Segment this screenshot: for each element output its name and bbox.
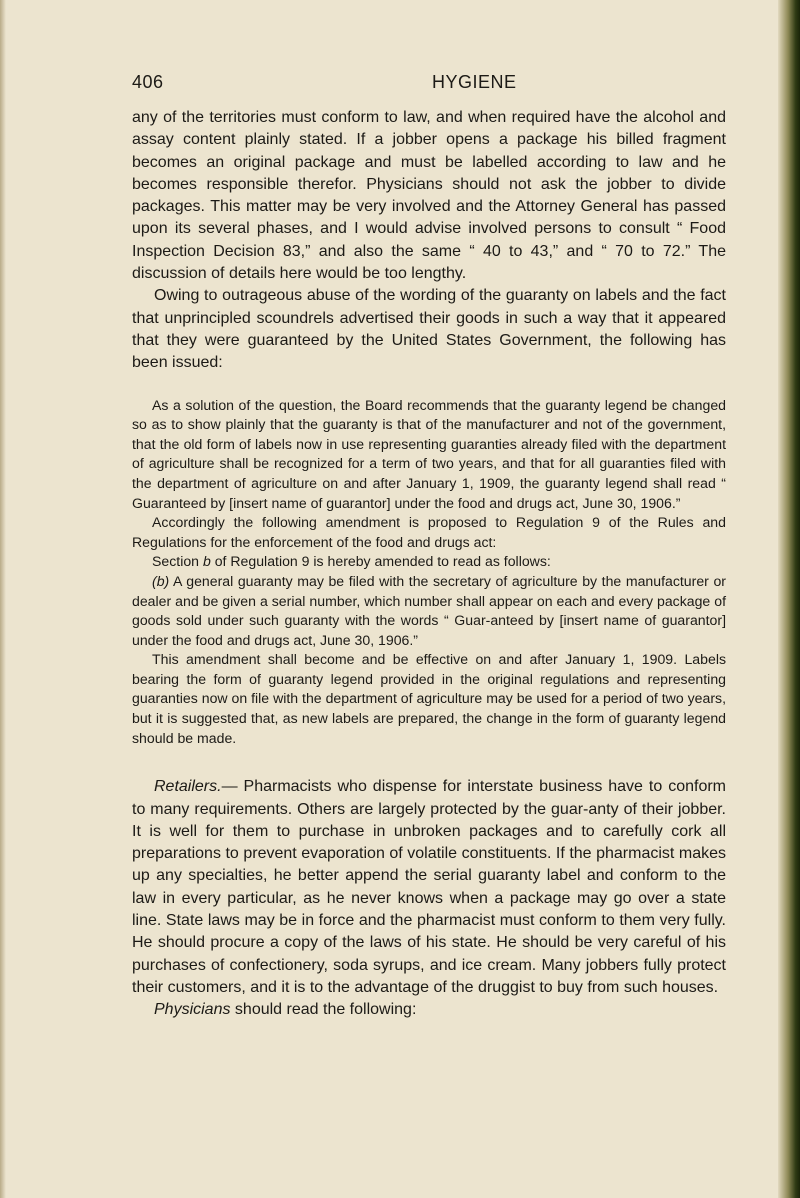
page-header (132, 72, 732, 96)
quote-paragraph-general-guaranty (132, 572, 726, 650)
quoted-regulation (132, 396, 726, 749)
paragraph-physicians (132, 999, 726, 1021)
clause-label: (b) (152, 572, 170, 589)
page-edge-right (778, 0, 800, 1198)
section-suffix: of Regulation 9 is hereby amended to read as follows: (210, 553, 551, 570)
physicians-text: should read the following: (230, 1001, 417, 1019)
page-number: 406 (132, 72, 164, 92)
page-edge-left (0, 0, 6, 1198)
clause-text: A general guaranty may be filed with the secretary of agriculture by the manufacturer or dealer and be given a serial number, which number shall appear on each and every package of goods sold under such guaranty with the words “ Guar-anteed by [insert name of guarantor] under the food and drugs act, June 30, 1906.” (132, 572, 726, 648)
paragraph-territories: any of the territories must conform to law, and when required have the alcohol and assay content plainly stated. If a jobber opens a package his billed fragment becomes an original package and must be labelled according to law and he becomes responsible therefor. Physicians should not ask the jobber to divide packages. This matter may be very involved and the Attorney General has passed upon its several phases, and I would advise involved persons to consult “ Food Inspection Decision 83,” and also the same “ 40 to 43,” and “ 70 to 72.” The discussion of details here would be too lengthy. (132, 109, 726, 283)
quote-paragraph-effective-date: This amendment shall become and be effective on and after January 1, 1909. Labels bearing the form of guaranty legend provided in the original regulations and representing guaranties now on file with the department of agriculture may be used for a period of two years, but it is suggested that, as new labels are prepared, the change in the form of guaranty legend should be made. (132, 651, 726, 746)
physicians-heading: Physicians (154, 1001, 231, 1019)
quote-paragraph-solution: As a solution of the question, the Board recommends that the guaranty legend be changed so as to show plainly that the guaranty is that of the manufacturer and not of the government, that the old form of labels now in use representing guaranties already filed with the department of agriculture shall be recognized for a term of two years, and that for all guaranties filed with the department of agriculture on and after January 1, 1909, the guaranty legend shall read “ Guaranteed by [insert name of guarantor] under the food and drugs act, June 30, 1906.” (132, 396, 726, 511)
retailers-section (132, 776, 726, 1021)
paragraph-retailers (132, 776, 726, 999)
section-prefix: Section (152, 553, 203, 570)
page-body (132, 107, 726, 1022)
quote-paragraph-amendment: Accordingly the following amendment is proposed to Regulation 9 of the Rules and Regulations for the enforcement of the food and drugs act: (132, 514, 726, 550)
retailers-heading: Retailers. (154, 778, 222, 796)
quote-paragraph-section (132, 552, 726, 572)
paragraph-guaranty-abuse: Owing to outrageous abuse of the wording of the guaranty on labels and the fact that unprincipled scoundrels advertised their goods in such a way that it appeared that they were guaranteed by the United States Government, the following has been issued: (132, 287, 726, 372)
section-letter: b (202, 553, 211, 570)
running-title: HYGIENE (432, 72, 517, 92)
retailers-text: — Pharmacists who dispense for interstate business have to conform to many requirements. Others are largely protected by the guar-anty of their jobber. It is well for them to purchase in unbroken packages and to carefully cork all preparations to prevent evaporation of volatile constituents. If the pharmacist makes up any specialties, he better append the serial guaranty label and conform to the law in every particular, as he never knows when a package may go over a state line. State laws may be in force and the pharmacist must conform to them very fully. He should procure a copy of the laws of his state. He should be very careful of his purchases of confectionery, soda syrups, and ice cream. Many jobbers fully protect their customers, and it is to the advantage of the druggist to buy from such houses. (132, 778, 726, 996)
